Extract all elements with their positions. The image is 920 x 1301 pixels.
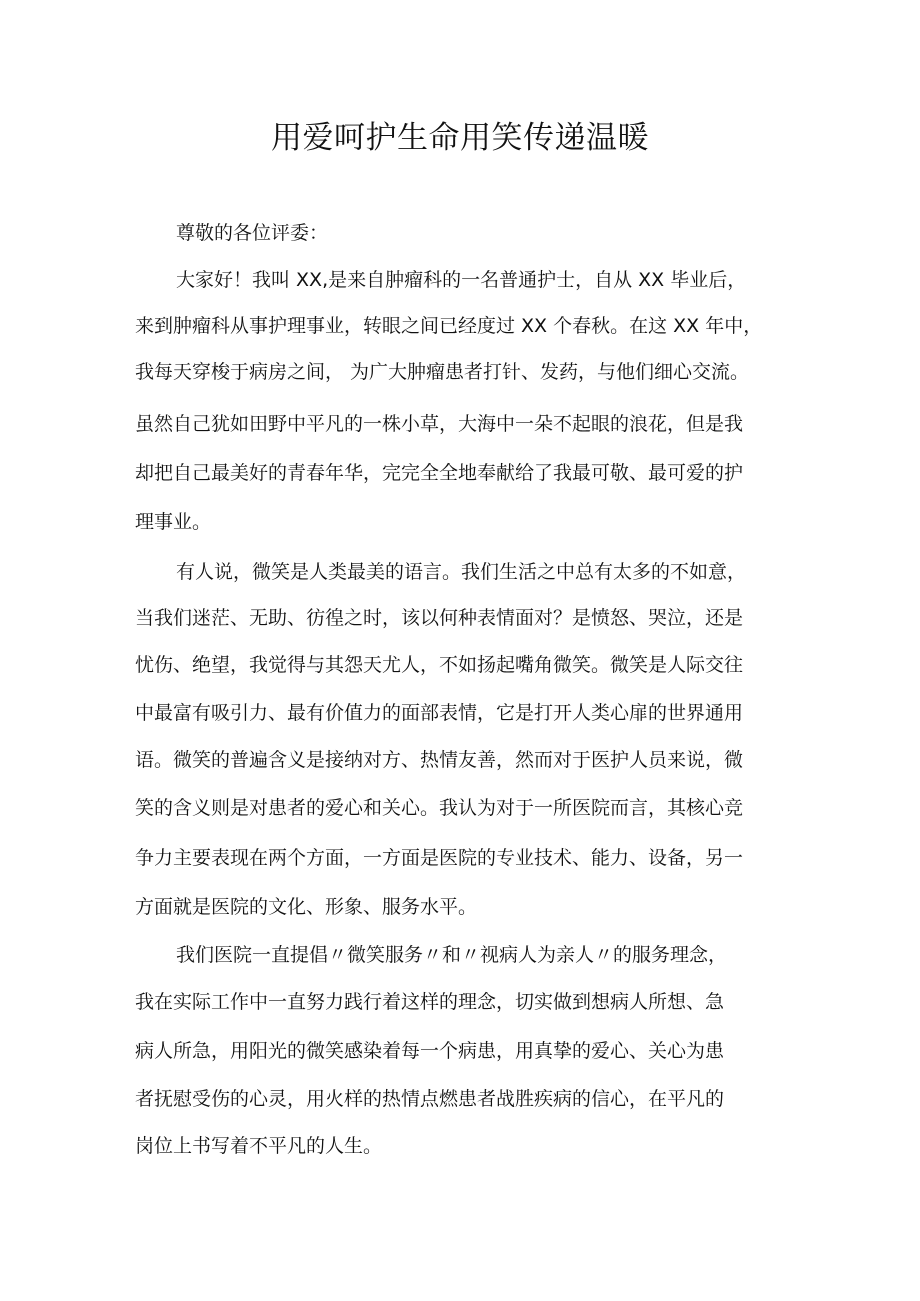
paragraph-line: 语。微笑的普遍含义是接纳对方、热情友善，然而对于医护人员来说，微: [135, 749, 744, 771]
paragraph-line: 我在实际工作中一直努力践行着这样的理念，切实做到想病人所想、急: [135, 991, 725, 1013]
paragraph-line: 岗位上书写着不平凡的人生。: [135, 1135, 383, 1157]
salutation: 尊敬的各位评委：: [176, 222, 329, 244]
paragraph-line: 虽然自己犹如田野中平凡的一株小草，大海中一朵不起眼的浪花，但是我: [135, 413, 744, 435]
paragraph-line: 争力主要表现在两个方面，一方面是医院的专业技术、能力、设备，另一: [135, 847, 744, 869]
paragraph-line: 笑的含义则是对患者的爱心和关心。我认为对于一所医院而言，其核心竞: [135, 797, 744, 819]
paragraph-line: 来到肿瘤科从事护理事业，转眼之间已经度过 XX 个春秋。在这 XX 年中，: [135, 315, 763, 337]
paragraph-line: 理事业。: [135, 511, 212, 533]
paragraph-line: 忧伤、绝望，我觉得与其怨天尤人，不如扬起嘴角微笑。微笑是人际交往: [135, 654, 744, 676]
paragraph-line: 却把自己最美好的青春年华，完完全全地奉献给了我最可敬、最可爱的护: [135, 462, 744, 484]
paragraph-line: 有人说，微笑是人类最美的语言。我们生活之中总有太多的不如意，: [176, 561, 747, 583]
paragraph-line: 我们医院一直提倡〃微笑服务〃和〃视病人为亲人〃的服务理念，: [176, 944, 728, 966]
paragraph-line: 大家好！我叫 XX,是来自肿瘤科的一名普通护士，自从 XX 毕业后，: [176, 269, 747, 291]
paragraph-line: 中最富有吸引力、最有价值力的面部表情，它是打开人类心扉的世界通用: [135, 702, 744, 724]
paragraph-line: 当我们迷茫、无助、彷徨之时，该以何种表情面对？是愤怒、哭泣，还是: [135, 607, 744, 629]
paragraph-line: 方面就是医院的文化、形象、服务水平。: [135, 896, 478, 918]
paragraph-line: 病人所急，用阳光的微笑感染着每一个病患，用真挚的爱心、关心为患: [135, 1040, 725, 1062]
document-title: 用爱呵护生命用笑传递温暖: [271, 120, 649, 156]
paragraph-line: 我每天穿梭于病房之间， 为广大肿瘤患者打针、发药，与他们细心交流。: [135, 361, 750, 383]
paragraph-line: 者抚慰受伤的心灵，用火样的热情点燃患者战胜疾病的信心，在平凡的: [135, 1088, 725, 1110]
